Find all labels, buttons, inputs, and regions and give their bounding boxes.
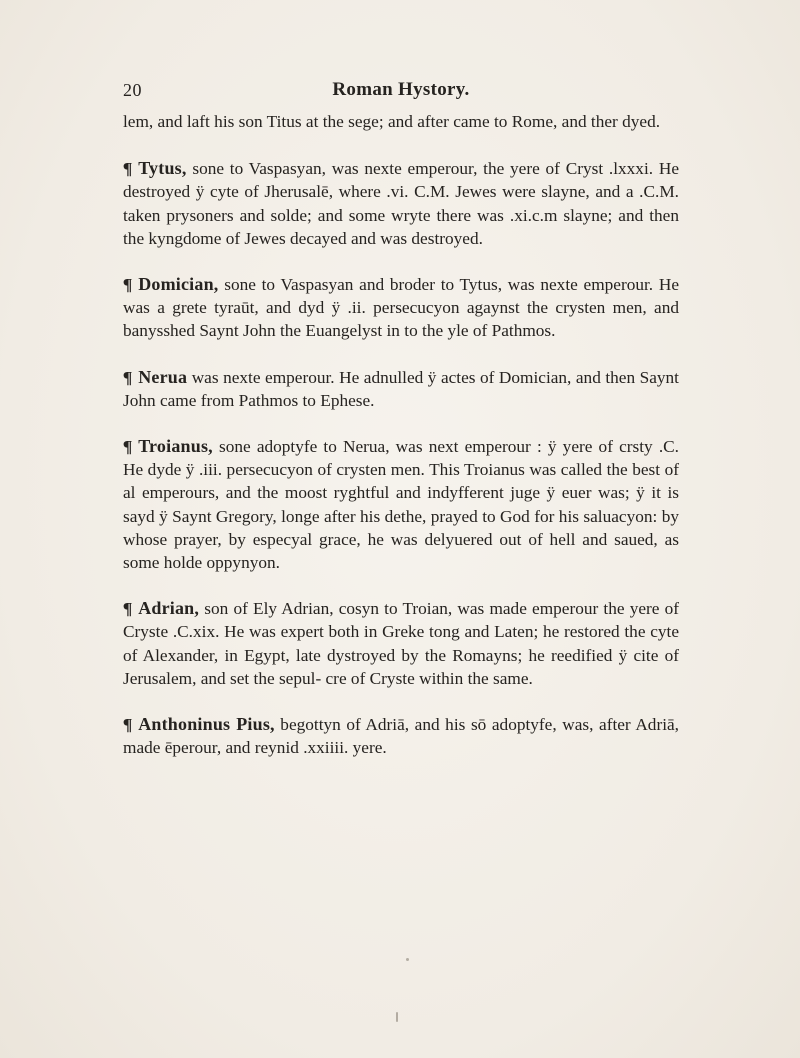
emperor-name: Domician, — [138, 274, 219, 295]
running-title: Roman Hystory. — [332, 79, 470, 100]
page-number: 20 — [123, 80, 142, 100]
pilcrow-icon: ¶ — [122, 599, 133, 619]
paragraph-text: begottyn of Adriā, and his sō adoptyfe, was, after Adriā, made ēperour, and reynid .xxiiii. yere. — [123, 715, 679, 758]
paragraph-text: lem, and laft his son Titus at the sege; and after came to Rome, and ther dyed. — [123, 112, 661, 131]
paragraph-text: son of Ely Adrian, cosyn to Troian, was made emperour the yere of Cryste .C.xix. He was expert both in Greke tong and Laten; he restored the cyte of Alexander, in Egypt, late dystroyed by the Romayns; he reedified ÿ cite of Jerusalem, and set the sepul- cre of Cryste within the same. — [123, 599, 679, 688]
pilcrow-icon: ¶ — [122, 367, 133, 387]
paragraph-text: sone to Vaspasyan and broder to Tytus, was nexte emperour. He was a grete tyraūt, and dyd ÿ .ii. persecucyon agaynst the crysten men, and banysshed Saynt John the Euangelyst in to the yle of Pathmos. — [123, 275, 679, 341]
paragraph-anthoninus — [123, 713, 679, 759]
pilcrow-icon: ¶ — [122, 437, 133, 457]
pilcrow-icon: ¶ — [122, 275, 133, 295]
emperor-name: Tytus, — [138, 158, 187, 179]
paragraph-nerua — [123, 366, 679, 412]
paragraph-domician — [123, 273, 679, 343]
emperor-name: Nerua — [138, 366, 188, 387]
paragraph-text: sone to Vaspasyan, was nexte emperour, the yere of Cryst .lxxxi. He destroyed ÿ cyte of Jherusalē, where .vi. C.M. Jewes were slayne, and a .C.M. taken prysoners and solde; and some wryte there was .xi.c.m slayne; and then the kyngdome of Jewes decayed and was destroyed. — [123, 159, 679, 248]
page-header — [123, 80, 679, 106]
paragraph-tytus — [123, 157, 679, 250]
ink-speck — [396, 1012, 398, 1022]
paragraph-troianus — [123, 435, 679, 574]
body-text — [123, 110, 679, 782]
pilcrow-icon: ¶ — [122, 159, 133, 179]
emperor-name: Troianus, — [138, 436, 213, 457]
paragraph-continuation — [123, 110, 679, 133]
paragraph-adrian — [123, 597, 679, 690]
ink-speck — [406, 958, 409, 961]
paragraph-text: sone adoptyfe to Nerua, was next emperour : ÿ yere of crsty .C. He dyde ÿ .iii. persecucyon of crysten men. This Troianus was called the best of al emperours, and the moost ryghtful and indyfferent juge ÿ euer was; ÿ it is sayd ÿ Saynt Gregory, longe after his dethe, prayed to God for his saluacyon: by whose prayer, by especyal grace, he was delyuered out of hell and saued, as some holde oppynyon. — [123, 437, 679, 573]
pilcrow-icon: ¶ — [122, 715, 133, 735]
emperor-name: Anthoninus Pius, — [138, 714, 275, 735]
paragraph-text: was nexte emperour. He adnulled ÿ actes of Domician, and then Saynt John came from Pathmos to Ephese. — [123, 367, 679, 410]
emperor-name: Adrian, — [138, 598, 200, 619]
